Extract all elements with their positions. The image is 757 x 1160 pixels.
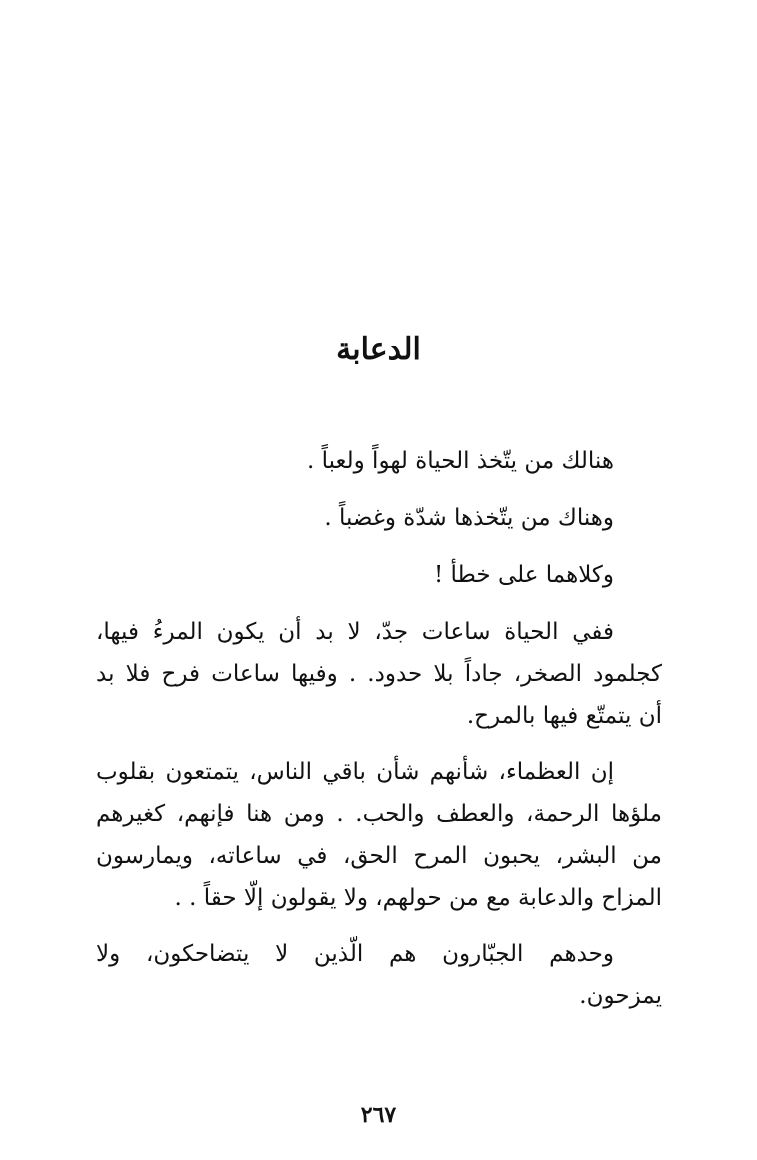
- text-line: أن يتمتّع فيها بالمرح.: [466, 703, 662, 729]
- paragraph-3: [96, 554, 662, 596]
- paragraph-4: [96, 611, 662, 737]
- text-line: وحدهم الجبّارون هم الّذين لا يتضاحكون، ولا: [96, 941, 614, 967]
- paragraph-6: [96, 933, 662, 1017]
- paragraph-1: [96, 440, 662, 482]
- text-line: كجلمود الصخر، جاداً بلا حدود. . وفيها ساعات فرح فلا بد: [96, 661, 662, 687]
- text-line: ملؤها الرحمة، والعطف والحب. . ومن هنا فإنهم، كغيرهم: [96, 801, 662, 827]
- page-number: ٢٦٧: [360, 1102, 397, 1128]
- chapter-title: الدعابة: [336, 332, 421, 367]
- paragraph-gap: [96, 737, 662, 751]
- text-line: يمزحون.: [579, 983, 662, 1009]
- paragraph-5: [96, 751, 662, 919]
- text-line: وكلاهما على خطأ !: [434, 562, 614, 588]
- paragraph-gap: [96, 596, 662, 611]
- paragraph-gap: [96, 482, 662, 497]
- text-line: إن العظماء، شأنهم شأن باقي الناس، يتمتعون بقلوب: [96, 759, 614, 785]
- text-line: ففي الحياة ساعات جدّ، لا بد أن يكون المرءُ فيها،: [96, 619, 614, 645]
- chapter-body: [96, 440, 662, 1017]
- text-line: المزاح والدعابة مع من حولهم، ولا يقولون إلّا حقاً . .: [174, 885, 662, 911]
- text-line: وهناك من يتّخذها شدّة وغضباً .: [324, 505, 614, 531]
- paragraph-2: [96, 497, 662, 539]
- paragraph-gap: [96, 539, 662, 554]
- text-line: هنالك من يتّخذ الحياة لهواً ولعباً .: [306, 448, 614, 474]
- paragraph-gap: [96, 919, 662, 933]
- text-line: من البشر، يحبون المرح الحق، في ساعاته، ويمارسون: [96, 843, 662, 869]
